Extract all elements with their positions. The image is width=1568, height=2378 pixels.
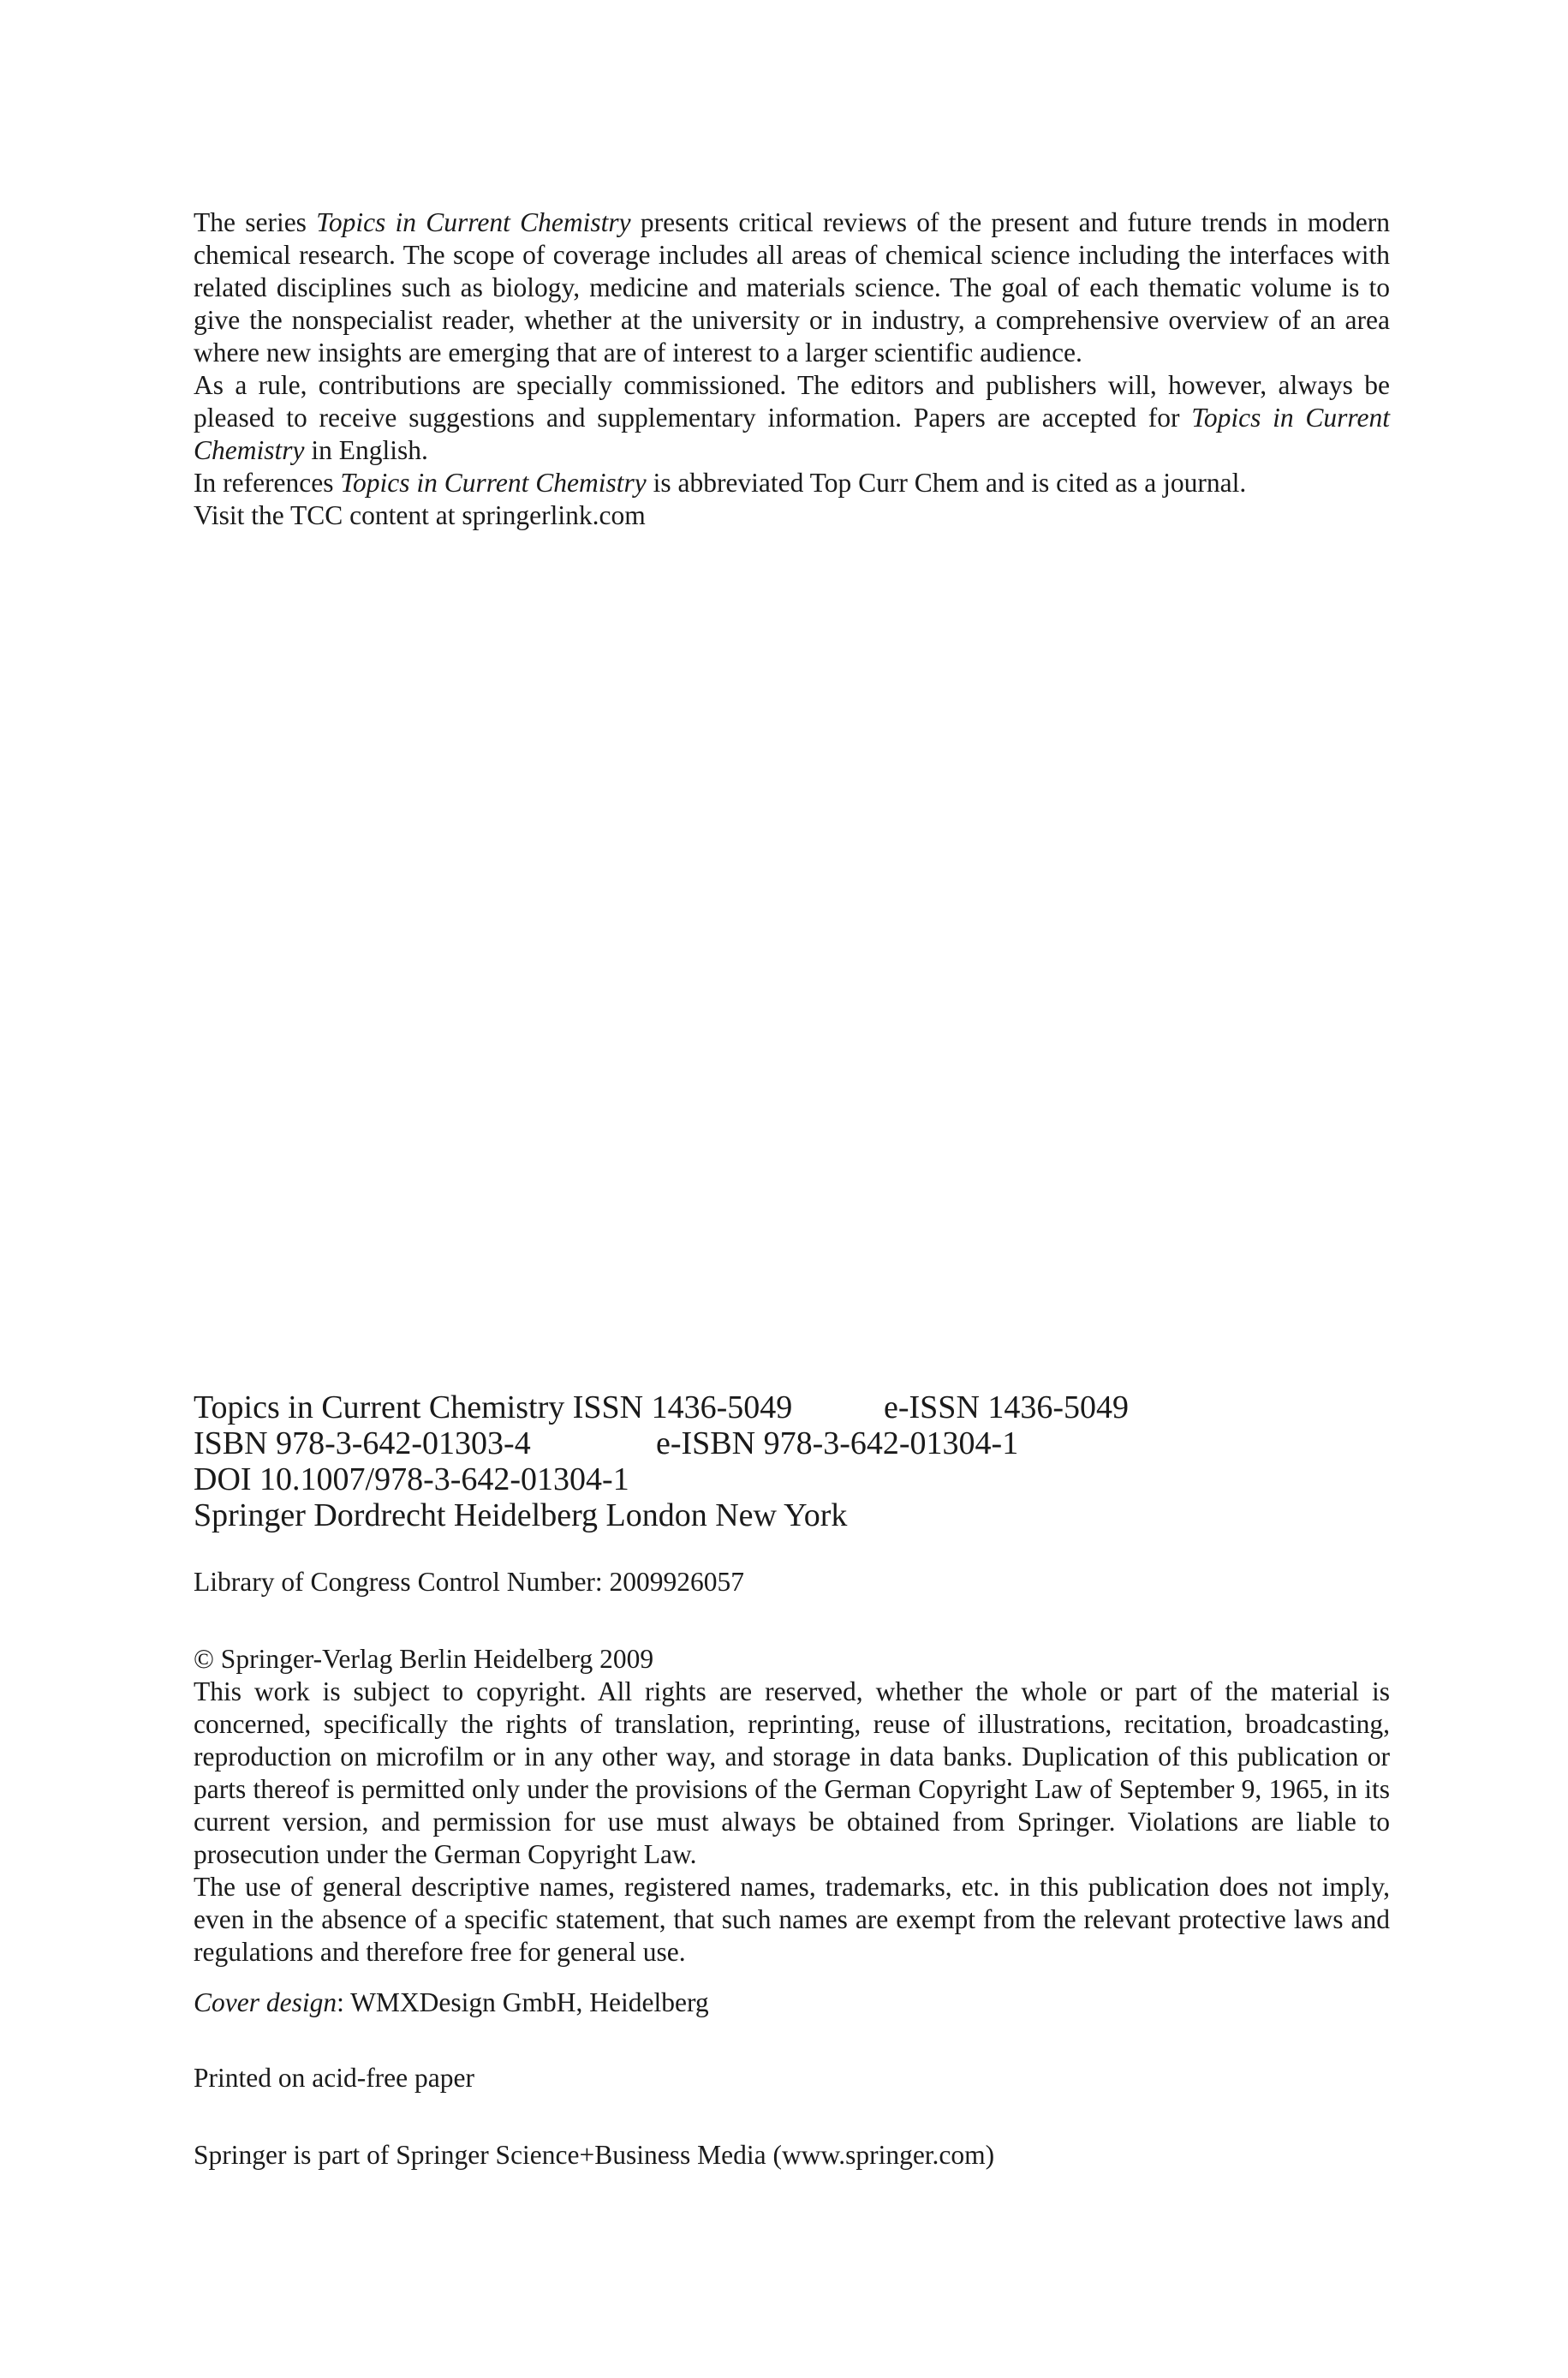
springer-note: Springer is part of Springer Science+Business Media (www.springer.com) — [194, 2140, 995, 2170]
doi: DOI 10.1007/978-3-642-01304-1 — [194, 1461, 629, 1497]
series-title: Topics in Current Chemistry — [194, 403, 1390, 465]
e-isbn: e-ISBN 978-3-642-01304-1 — [656, 1425, 1019, 1461]
issn: Topics in Current Chemistry ISSN 1436-5049 — [194, 1389, 793, 1425]
series-paragraph-3: In references Topics in Current Chemistry is abbreviated Top Curr Chem and is cited as a journal. — [194, 468, 1247, 498]
copyright-paragraph-2: The use of general descriptive names, registered names, trademarks, etc. in this publication does not imply, even in the absence of a specific statement, that such names are exempt from the relevant protective laws and regulations and therefore free for general use. — [194, 1872, 1390, 1967]
series-title: Topics in Current Chemistry — [316, 207, 631, 237]
copyright-paragraph-1: This work is subject to copyright. All rights are reserved, whether the whole or part of the material is concerned, specifically the rights of translation, reprinting, reuse of illustrations, recitation, broadcasting, reproduction on microfilm or in any other way, and storage in data banks. Duplication of this publication or parts thereof is permitted only under the provisions of the German Copyright Law of September 9, 1965, in its current version, and permission for use must always be obtained from Springer. Violations are liable to prosecution under the German Copyright Law. — [194, 1676, 1390, 1869]
e-issn: e-ISSN 1436-5049 — [884, 1389, 1130, 1425]
series-paragraph-4: Visit the TCC content at springerlink.com — [194, 500, 646, 530]
series-description — [194, 206, 1390, 532]
printed-note: Printed on acid-free paper — [194, 2063, 474, 2093]
cover-design-label: Cover design — [194, 1987, 337, 2017]
lccn: Library of Congress Control Number: 2009926057 — [194, 1567, 745, 1597]
isbn: ISBN 978-3-642-01303-4 — [194, 1425, 531, 1461]
copyright-notice — [194, 1643, 1390, 1969]
series-title: Topics in Current Chemistry — [340, 468, 647, 498]
issn-row — [194, 1389, 1390, 1425]
copyright-line: © Springer-Verlag Berlin Heidelberg 2009 — [194, 1644, 654, 1674]
cover-design — [194, 1987, 1390, 2019]
publisher-places: Springer Dordrecht Heidelberg London New York — [194, 1497, 848, 1533]
series-paragraph-1: The series Topics in Current Chemistry presents critical reviews of the present and future trends in modern chemical research. The scope of coverage includes all areas of chemical science including the interfaces with related disciplines such as biology, medicine and materials science. The goal of each thematic volume is to give the nonspecialist reader, whether at the university or in industry, a comprehensive overview of an area where new insights are emerging that are of interest to a larger scientific audience. — [194, 207, 1390, 367]
cover-design-value: : WMXDesign GmbH, Heidelberg — [337, 1987, 709, 2017]
isbn-row — [194, 1425, 1390, 1461]
series-paragraph-2: As a rule, contributions are specially commissioned. The editors and publishers will, however, always be pleased to receive suggestions and supplementary information. Papers are accepted for Topics in Current Chemistry in English. — [194, 370, 1390, 465]
identifiers-block — [194, 1389, 1390, 1533]
